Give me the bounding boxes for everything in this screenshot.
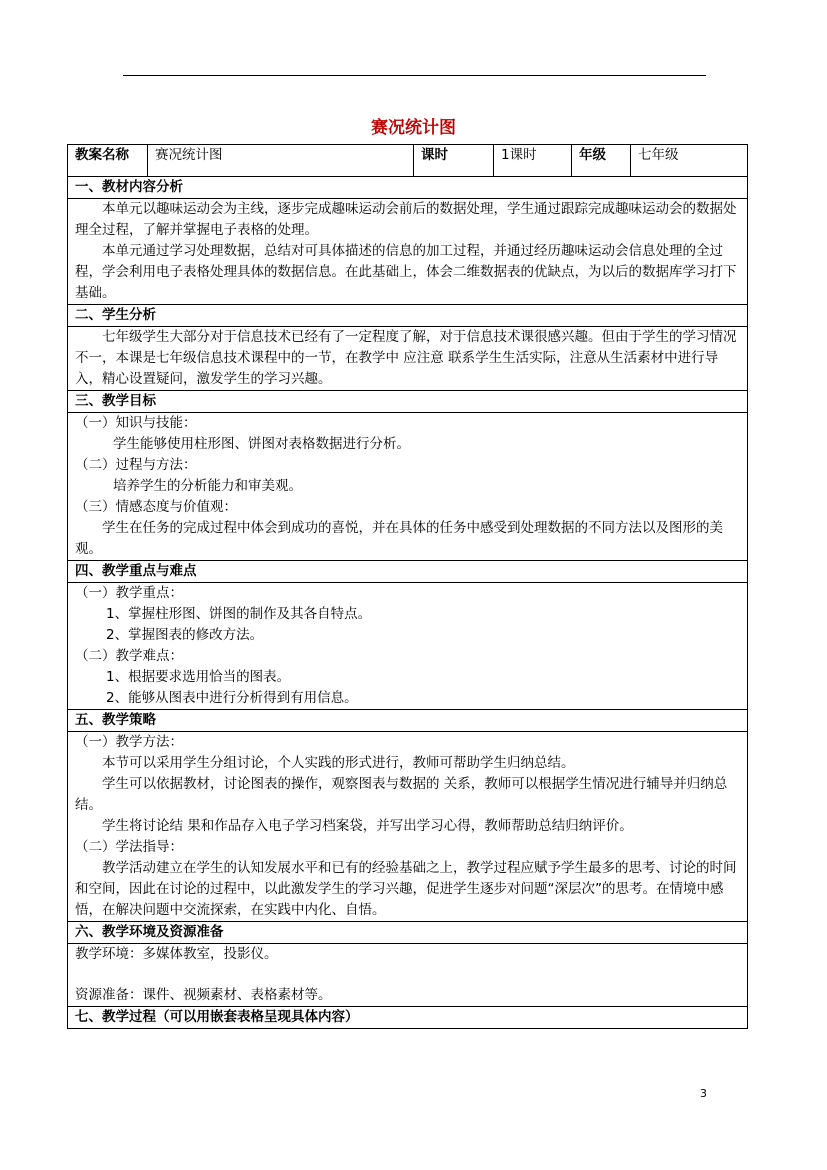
subheading: （二）过程与方法： xyxy=(75,457,197,473)
paragraph: 学生可以依据教材，讨论图表的操作，观察图表与数据的 关系，教师可以根据学生情况进行辅导并归纳总结。 xyxy=(75,776,728,813)
section-body-textbook-analysis xyxy=(68,199,748,305)
lesson-name-value: 赛况统计图 xyxy=(148,145,414,177)
section-body-teaching-goals xyxy=(68,413,748,561)
header-row xyxy=(68,145,748,177)
subheading: （一）知识与技能： xyxy=(75,415,197,431)
section-heading-teaching-goals: 三、教学目标 xyxy=(68,391,748,413)
paragraph: 教学活动建立在学生的认知发展水平和已有的经验基础之上，教学过程应赋予学生最多的思考、讨论的时间和空间，因此在讨论的过程中，以此激发学生的学习兴趣，促进学生逐步对问题“深层次”的思考。在情境中感悟，在解决问题中交流探索，在实践中内化、自悟。 xyxy=(75,860,737,918)
section-heading-student-analysis: 二、学生分析 xyxy=(68,305,748,327)
subheading: （一）教学重点： xyxy=(75,585,183,601)
page-title: 赛况统计图 xyxy=(371,118,456,138)
paragraph: 学生将讨论结 果和作品存入电子学习档案袋，并写出学习心得，教师帮助总结归纳评价。 xyxy=(102,818,633,834)
subheading: （一）教学方法： xyxy=(75,734,183,750)
paragraph: 资源准备：课件、视频素材、表格素材等。 xyxy=(75,987,332,1003)
paragraph: 学生能够使用柱形图、饼图对表格数据进行分析。 xyxy=(113,436,410,452)
section-heading-teaching-process: 七、教学过程（可以用嵌套表格呈现具体内容） xyxy=(68,1007,748,1029)
paragraph: 本单元通过学习处理数据，总结对可具体描述的信息的加工过程，并通过经历趣味运动会信息处理的全过程，学会利用电子表格处理具体的数据信息。在此基础上，体会二维数据表的优缺点，为以后的数据库学习打下基础。 xyxy=(75,243,737,301)
paragraph: 七年级学生大部分对于信息技术已经有了一定程度了解，对于信息技术课很感兴趣。但由于学生的学习情况不一，本课是七年级信息技术课程中的一节，在教学中 应注意 联系学生生活实际，注意从生活素材中进行导入，精心设置疑问，激发学生的学习兴趣。 xyxy=(75,329,737,387)
section-body-student-analysis xyxy=(68,327,748,391)
grade-value: 七年级 xyxy=(631,145,748,177)
section-heading-key-points: 四、教学重点与难点 xyxy=(68,561,748,583)
page-number: 3 xyxy=(700,1087,707,1100)
paragraph: 本单元以趣味运动会为主线，逐步完成趣味运动会前后的数据处理，学生通过跟踪完成趣味运动会的数据处理全过程，了解并掌握电子表格的处理。 xyxy=(75,201,737,238)
subheading: （二）学法指导： xyxy=(75,839,183,855)
list-item: 2、掌握图表的修改方法。 xyxy=(106,627,264,643)
paragraph: 学生在任务的完成过程中体会到成功的喜悦，并在具体的任务中感受到处理数据的不同方法以及图形的美观。 xyxy=(75,520,723,557)
section-body-environment xyxy=(68,944,748,1007)
section-heading-teaching-strategy: 五、教学策略 xyxy=(68,710,748,732)
class-hours-label: 课时 xyxy=(414,145,494,177)
paragraph: 培养学生的分析能力和审美观。 xyxy=(113,478,302,494)
list-item: 1、根据要求选用恰当的图表。 xyxy=(106,669,291,685)
section-heading-environment: 六、教学环境及资源准备 xyxy=(68,922,748,944)
subheading: （二）教学难点： xyxy=(75,648,183,664)
lesson-name-label: 教案名称 xyxy=(68,145,148,177)
lesson-plan-table xyxy=(67,144,748,1029)
class-hours-value: 1课时 xyxy=(494,145,572,177)
header-rule xyxy=(123,75,706,76)
spacer xyxy=(75,965,740,985)
section-heading-textbook-analysis: 一、教材内容分析 xyxy=(68,177,748,199)
list-item: 1、掌握柱形图、饼图的制作及其各自特点。 xyxy=(106,606,372,622)
section-body-teaching-strategy xyxy=(68,732,748,922)
list-item: 2、能够从图表中进行分析得到有用信息。 xyxy=(106,690,358,706)
paragraph: 教学环境：多媒体教室，投影仪。 xyxy=(75,946,278,962)
grade-label: 年级 xyxy=(572,145,631,177)
subheading: （三）情感态度与价值观： xyxy=(75,499,237,515)
paragraph: 本节可以采用学生分组讨论，个人实践的形式进行，教师可帮助学生归纳总结。 xyxy=(102,755,575,771)
section-body-key-points xyxy=(68,583,748,710)
